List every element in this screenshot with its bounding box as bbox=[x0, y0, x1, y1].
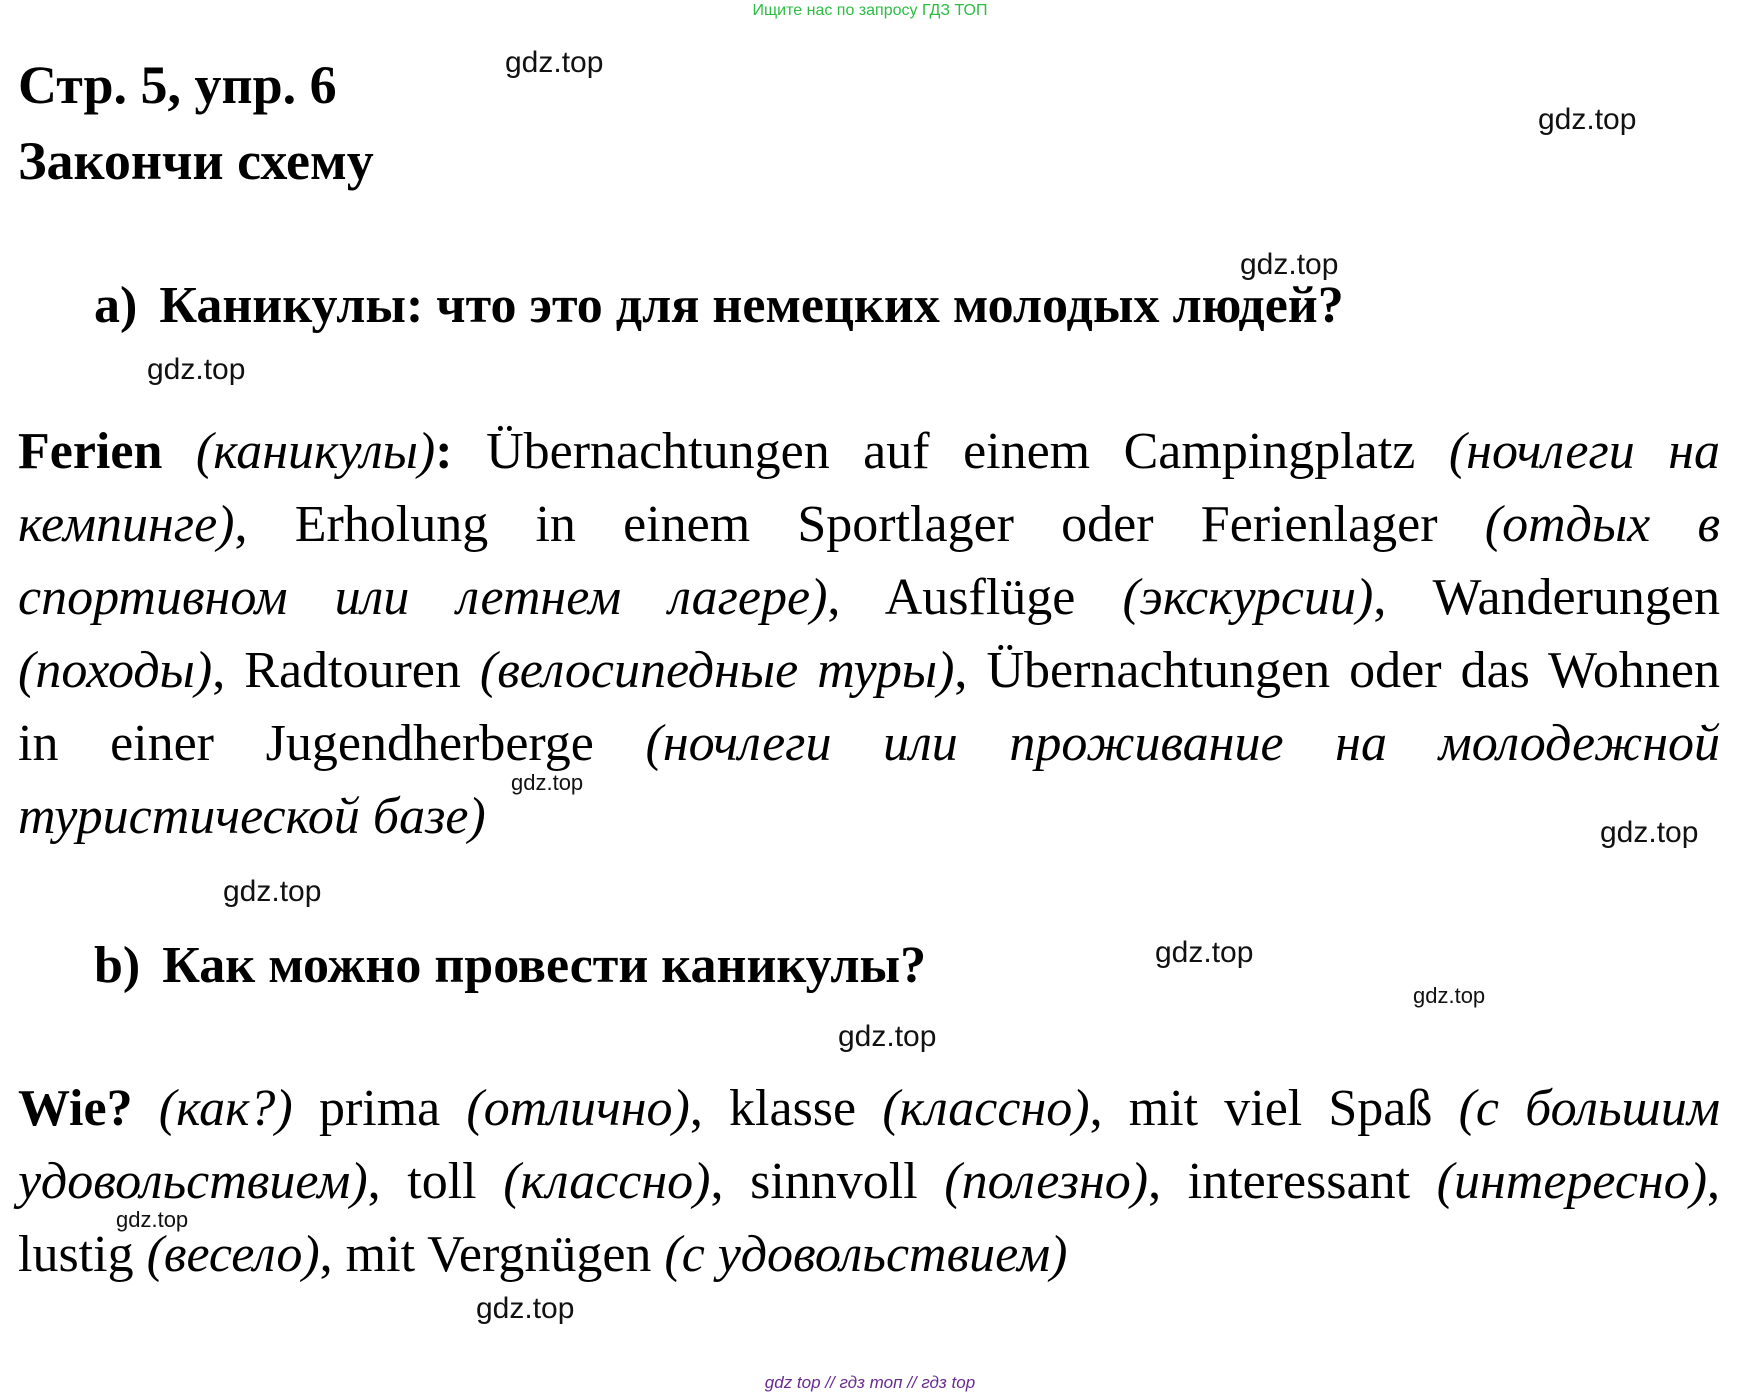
watermark: gdz.top bbox=[505, 46, 604, 79]
vocab-sep: , bbox=[827, 569, 841, 626]
watermark: gdz.top bbox=[476, 1292, 575, 1325]
vocab-de: toll bbox=[407, 1153, 477, 1210]
watermark: gdz.top bbox=[116, 1207, 189, 1232]
vocab-item bbox=[1188, 1153, 1720, 1210]
section-a-heading-text: Каникулы: что это для немецких молодых людей? bbox=[159, 277, 1344, 334]
vocab-ru: (с большим удовольствием) bbox=[18, 1080, 1721, 1210]
section-b-heading bbox=[94, 937, 927, 994]
vocab-de: prima bbox=[318, 1080, 441, 1137]
vocab-sep: , bbox=[954, 642, 968, 699]
top-banner: Ищите нас по запросу ГДЗ ТОП bbox=[752, 2, 988, 19]
vocab-ru: (ночлеги на кемпинге) bbox=[18, 423, 1721, 553]
vocab-de: Übernachtungen auf einem Campingplatz bbox=[486, 423, 1416, 480]
watermark: gdz.top bbox=[1413, 983, 1486, 1008]
watermark: gdz.top bbox=[1538, 103, 1637, 136]
section-a-paragraph bbox=[18, 415, 1720, 853]
vocab-item bbox=[729, 1080, 1103, 1137]
section-a-lead-ru: (каникулы) bbox=[195, 423, 436, 480]
watermark: gdz.top bbox=[511, 770, 584, 795]
vocab-de: mit Vergnügen bbox=[345, 1226, 652, 1283]
section-b-paragraph bbox=[18, 1072, 1720, 1291]
section-a-heading bbox=[94, 277, 1344, 334]
section-b-lead-ru: (как?) bbox=[158, 1080, 293, 1137]
vocab-sep: , bbox=[234, 496, 248, 553]
vocab-de: sinnvoll bbox=[750, 1153, 918, 1210]
vocab-ru: (с удовольствием) bbox=[664, 1226, 1068, 1283]
watermark: gdz.top bbox=[1600, 816, 1699, 849]
vocab-item bbox=[346, 1226, 1068, 1283]
section-a-lead-de: Ferien bbox=[18, 423, 163, 480]
vocab-sep: , bbox=[319, 1226, 333, 1283]
vocab-ru: (велосипедные туры) bbox=[479, 642, 955, 699]
vocab-ru: (экскурсии) bbox=[1122, 569, 1374, 626]
footer-watermark: gdz top // гдз топ // гдз top bbox=[764, 1373, 976, 1392]
vocab-sep: , bbox=[1148, 1153, 1162, 1210]
watermark: gdz.top bbox=[1240, 248, 1339, 281]
vocab-ru: (полезно) bbox=[944, 1153, 1149, 1210]
vocab-ru: (интересно) bbox=[1436, 1153, 1708, 1210]
vocab-ru: (классно) bbox=[503, 1153, 711, 1210]
vocab-de: lustig bbox=[18, 1226, 134, 1283]
vocab-sep: , bbox=[1089, 1080, 1103, 1137]
vocab-ru: (отдых в спортивном или летнем лагере) bbox=[18, 496, 1721, 626]
watermark: gdz.top bbox=[147, 353, 246, 386]
vocab-de: Ausflüge bbox=[884, 569, 1076, 626]
section-b-heading-text: Как можно провести каникулы? bbox=[162, 937, 927, 994]
watermark: gdz.top bbox=[223, 875, 322, 908]
vocab-item bbox=[244, 642, 967, 699]
section-b-lead-de: Wie? bbox=[18, 1080, 133, 1137]
vocab-ru: (отлично) bbox=[466, 1080, 690, 1137]
vocab-sep: , bbox=[367, 1153, 381, 1210]
vocab-sep: , bbox=[710, 1153, 724, 1210]
vocab-item bbox=[18, 1226, 333, 1283]
vocab-sep: , bbox=[1373, 569, 1387, 626]
vocab-ru: (ночлеги или проживание на молодежной туристической базе) bbox=[18, 715, 1721, 845]
vocab-item bbox=[750, 1153, 1161, 1210]
vocab-de: interessant bbox=[1187, 1153, 1411, 1210]
vocab-item bbox=[885, 569, 1387, 626]
vocab-de: mit viel Spaß bbox=[1128, 1080, 1433, 1137]
vocab-de: Wanderungen bbox=[1432, 569, 1721, 626]
vocab-ru: (классно) bbox=[882, 1080, 1090, 1137]
task-subtitle: Закончи схему bbox=[18, 131, 374, 191]
section-b-letter: b) bbox=[94, 937, 141, 994]
watermark: gdz.top bbox=[1155, 936, 1254, 969]
vocab-item bbox=[407, 1153, 723, 1210]
vocab-de: Radtouren bbox=[244, 642, 461, 699]
vocab-de: klasse bbox=[729, 1080, 857, 1137]
vocab-sep: , bbox=[1707, 1153, 1721, 1210]
section-a-colon: : bbox=[435, 423, 453, 480]
vocab-ru: (походы) bbox=[18, 642, 213, 699]
page-title: Стр. 5, упр. 6 bbox=[18, 55, 337, 115]
vocab-ru: (весело) bbox=[146, 1226, 320, 1283]
vocab-item bbox=[319, 1080, 703, 1137]
vocab-sep: , bbox=[689, 1080, 703, 1137]
vocab-de: Übernachtungen oder das Wohnen in einer Jugendherberge bbox=[18, 642, 1720, 772]
vocab-de: Erholung in einem Sportlager oder Ferienlager bbox=[294, 496, 1438, 553]
vocab-sep: , bbox=[212, 642, 226, 699]
watermark: gdz.top bbox=[838, 1020, 937, 1053]
section-a-letter: a) bbox=[94, 277, 138, 334]
